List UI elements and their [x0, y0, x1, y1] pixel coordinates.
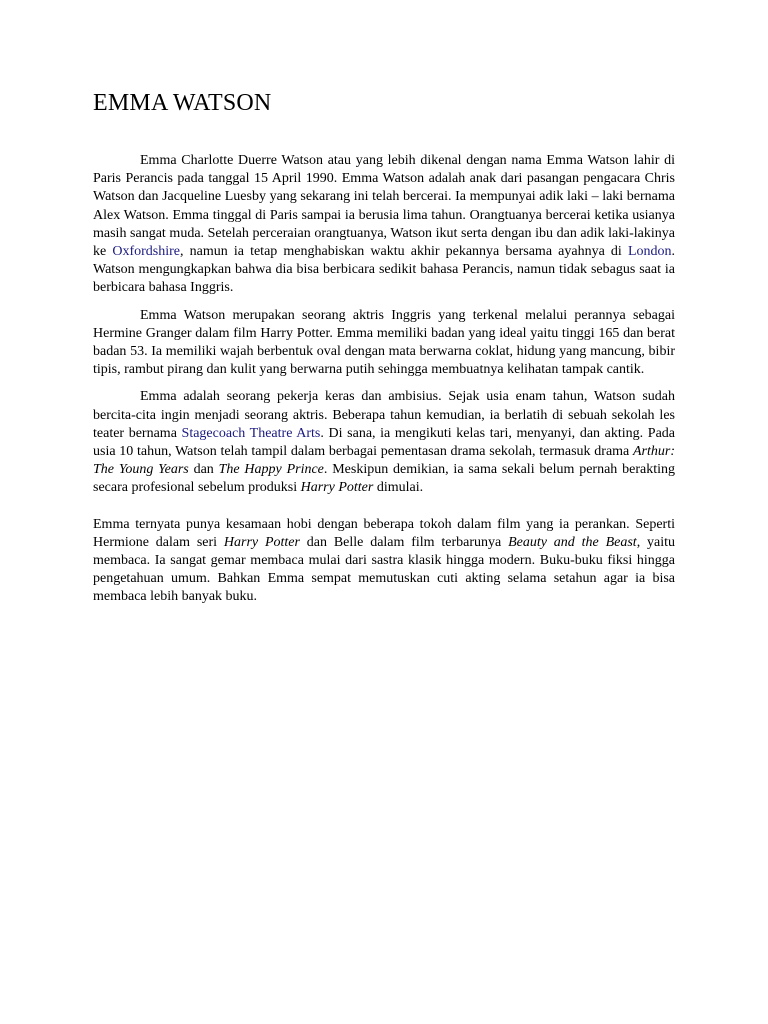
- paragraph-4-italic-beauty-beast: Beauty and the Beast: [508, 534, 637, 550]
- paragraph-3-italic-harry-potter: Harry Potter: [300, 480, 374, 496]
- paragraph-3-italic-arthur: Arthur: The Young Years: [93, 444, 675, 478]
- paragraph-1-text-b: , namun ia tetap menghabiskan waktu akhir pekannya bersama ayahnya di: [180, 244, 628, 260]
- london-link[interactable]: London: [627, 244, 672, 260]
- oxfordshire-link[interactable]: Oxfordshire: [112, 244, 180, 260]
- document-title: EMMA WATSON: [93, 90, 272, 116]
- paragraph-3-text-a: Emma adalah seorang pekerja keras dan ambisius. Sejak usia enam tahun, Watson sudah bercita-cita ingin menjadi seorang aktris. Beberapa tahun kemudian, ia berlatih di sebuah sekolah les teater bernama: [93, 389, 675, 441]
- paragraph-1-text-a: Emma Charlotte Duerre Watson atau yang lebih dikenal dengan nama Emma Watson lahir di Paris Perancis pada tanggal 15 April 1990. Emma Watson adalah anak dari pasangan pengacara Chris Watson dan Jacqueline Luesby yang sekarang ini telah bercerai. Ia mempunyai adik laki – laki bernama Alex Watson. Emma tinggal di Paris sampai ia berusia lima tahun. Orangtuanya bercerai ketika usianya masih sangat muda. Setelah perceraian orangtuanya, Watson ikut serta dengan ibu dan adik laki-lakinya ke: [93, 153, 675, 260]
- paragraph-4-italic-harry-potter: Harry Potter: [223, 534, 300, 550]
- paragraph-1: [93, 152, 675, 298]
- stagecoach-theatre-arts-link[interactable]: Stagecoach Theatre Arts: [181, 425, 321, 441]
- paragraph-3: [93, 388, 675, 497]
- document-page: [93, 88, 675, 607]
- paragraph-3-text-b: . Di sana, ia mengikuti kelas tari, menyanyi, dan akting. Pada usia 10 tahun, Watson telah tampil dalam berbagai pementasan drama sekolah, termasuk drama: [93, 425, 675, 460]
- paragraph-4-text-b: dan Belle dalam film terbarunya: [299, 534, 509, 550]
- paragraph-4: [93, 516, 675, 607]
- paragraph-2: Emma Watson merupakan seorang aktris Inggris yang terkenal melalui perannya sebagai Hermine Granger dalam film Harry Potter. Emma memiliki badan yang ideal yaitu tinggi 165 dan berat badan 53. Ia memiliki wajah berbentuk oval dengan mata berwarna coklat, hidung yang mancung, bibir tipis, rambut pirang dan kulit yang berwarna putih sehingga membuatnya kelihatan tampak cantik.: [93, 307, 675, 378]
- paragraph-3-text-c: dan: [188, 462, 219, 478]
- paragraph-1-text-c: . Watson mengungkapkan bahwa dia bisa berbicara sedikit bahasa Perancis, namun tidak sebagus saat ia berbicara bahasa Inggris.: [93, 244, 676, 296]
- paragraph-4-text-a: Emma ternyata punya kesamaan hobi dengan beberapa tokoh dalam film yang ia perankan. Seperti Hermione dalam seri: [93, 516, 675, 550]
- paragraph-3-text-d: . Meskipun demikian, ia sama sekali belum pernah berakting secara profesional sebelum produksi: [93, 462, 675, 496]
- paragraph-3-italic-happy-prince: The Happy Prince: [218, 462, 324, 478]
- paragraph-4-text-c: , yaitu membaca. Ia sangat gemar membaca mulai dari sastra klasik hingga modern. Buku-buku fiksi hingga pengetahuan umum. Bahkan Emma sempat memutuskan cuti akting selama setahun agar ia bisa membaca lebih banyak buku.: [93, 534, 676, 605]
- paragraph-3-text-e: dimulai.: [373, 480, 424, 496]
